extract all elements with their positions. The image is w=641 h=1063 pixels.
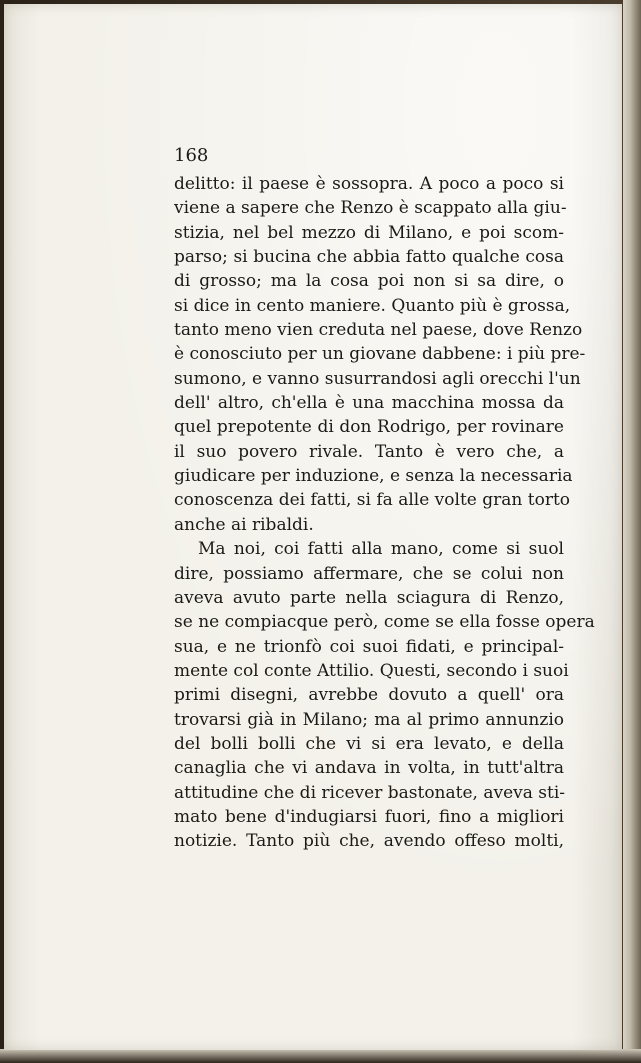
text-line: anche ai ribaldi. [174, 514, 314, 535]
text-line: parso; si bucina che abbia fatto qualche cosa [174, 247, 564, 268]
text-line: conoscenza dei fatti, si fa alle volte gran torto [174, 490, 571, 511]
text-line: se ne compiacque però, come se ella fosse opera [174, 612, 595, 633]
page-edge-bottom [0, 1049, 641, 1063]
text-line: canaglia che vi andava in volta, in tutt'altra [174, 758, 564, 779]
text-line: dell' altro, ch'ella è una macchina mossa da [174, 393, 564, 414]
text-line: attitudine che di ricever bastonate, aveva sti- [174, 782, 566, 803]
text-line: trovarsi già in Milano; ma al primo annunzio [174, 709, 564, 730]
text-line: giudicare per induzione, e senza la necessaria [174, 466, 573, 487]
text-line: tanto meno vien creduta nel paese, dove Renzo [174, 320, 583, 341]
text-line: notizie. Tanto più che, avendo offeso molti, [174, 831, 564, 852]
page-edge [623, 0, 641, 1063]
text-line: il suo povero rivale. Tanto è vero che, a [174, 441, 564, 462]
text-line: Ma noi, coi fatti alla mano, come si suol [198, 539, 564, 560]
paper-sheet [4, 4, 622, 1050]
text-line: stizia, nel bel mezzo di Milano, e poi scom- [174, 222, 564, 243]
text-line: delitto: il paese è sossopra. A poco a poco si [174, 174, 564, 194]
text-line: mente col conte Attilio. Questi, secondo i suoi [174, 660, 569, 681]
text-line: è conosciuto per un giovane dabbene: i più pre- [174, 344, 586, 365]
text-block [174, 144, 595, 854]
text-line: quel prepotente di don Rodrigo, per rovinare [174, 417, 564, 438]
text-line: sua, e ne trionfò coi suoi fidati, e principal- [174, 636, 564, 657]
text-line: aveva avuto parte nella sciagura di Renzo, [174, 587, 564, 608]
text-line: primi disegni, avrebbe dovuto a quell' ora [174, 685, 564, 706]
text-line: di grosso; ma la cosa poi non si sa dire, o [174, 271, 564, 292]
text-line: dire, possiamo affermare, che se colui non [174, 563, 564, 584]
page-number: 168 [174, 145, 209, 166]
text-line: sumono, e vanno susurrandosi agli orecchi l'un [174, 368, 581, 389]
text-line: del bolli bolli che vi si era levato, e della [174, 733, 564, 754]
text-line: mato bene d'indugiarsi fuori, fino a migliori [174, 806, 564, 827]
text-line: si dice in cento maniere. Quanto più è grossa, [174, 295, 571, 316]
text-line: viene a sapere che Renzo è scappato alla giu- [174, 198, 567, 219]
